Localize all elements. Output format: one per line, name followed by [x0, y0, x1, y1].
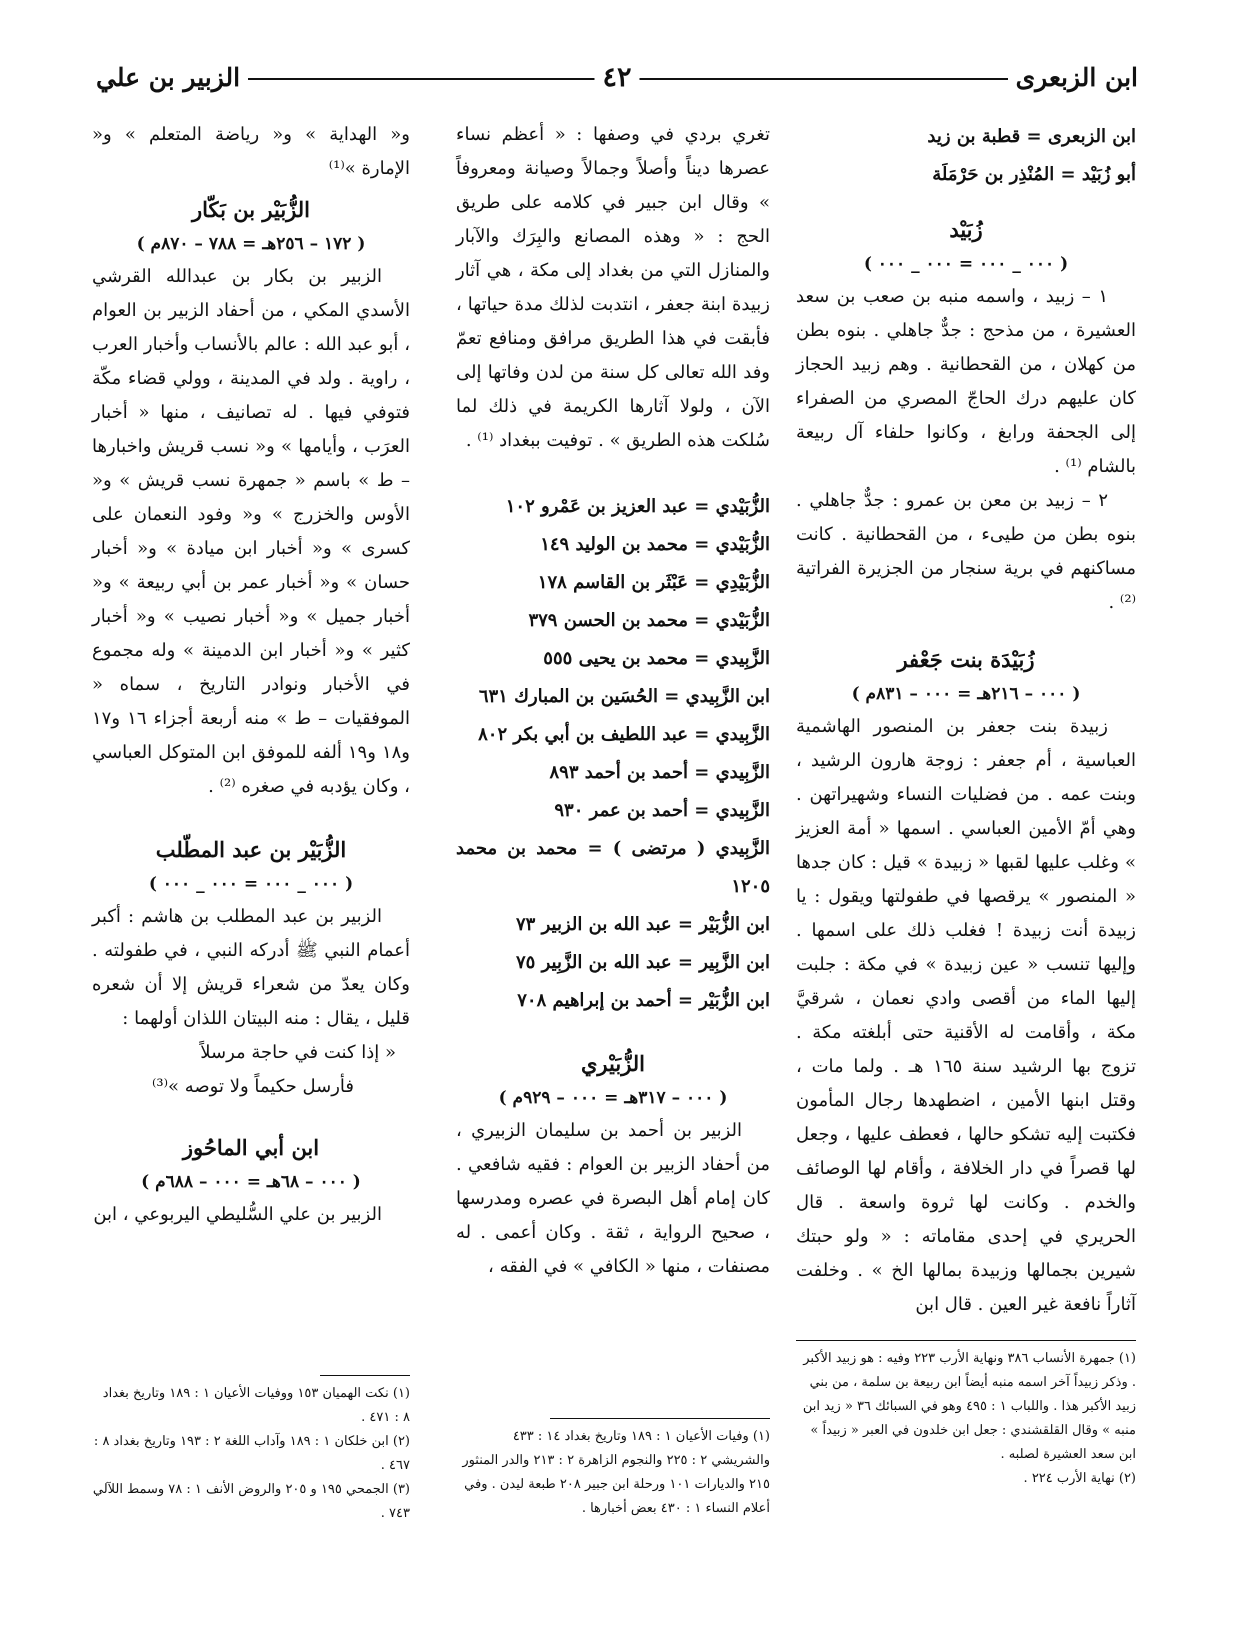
column-left [92, 118, 410, 1232]
cross-reference: الزَّبِيدي ( مرتضى ) = محمد بن محمد ١٢٠٥ [456, 838, 770, 897]
entry-dates: ( ٠٠٠ _ ٠٠٠ = ٠٠٠ _ ٠٠٠ ) [863, 254, 1069, 274]
footnote: (٢) نهاية الأرب ٢٢٤ . [1023, 1471, 1136, 1486]
footnote: (١) جمهرة الأنساب ٣٨٦ ونهاية الأرب ٢٢٣ وفيه : هو زبيد الأكبر . وذكر زبيداً آخر اسمه منبه أيضاً ابن ربيعة بن سلمة ، من بني زبيد الأكبر هذا . واللباب ١ : ٤٩٥ وهو في السبائك ٣٦ « زيد ابن منبه » وقال القلقشندي : جعل ابن خلدون في العبر « زبيداً » ابن سعد العشيرة لصلبه . [802, 1351, 1136, 1462]
entry-dates: ( ٠٠٠ _ ٠٠٠ = ٠٠٠ _ ٠٠٠ ) [148, 874, 354, 894]
entry-dates: ( ٠٠٠ – ٢١٦هـ = ٠٠٠ – ٨٣١م ) [851, 684, 1081, 704]
entry-title: الزُّبَيْري [580, 1051, 646, 1076]
footnote: (١) وفيات الأعيان ١ : ١٨٩ وتاريخ بغداد ١٤ : ٤٣٣ والشريشي ٢ : ٢٢٥ والنجوم الزاهرة ٢ : ٢١٣ والدر المنثور ٢١٥ والديارات ١٠١ ورحلة ابن جبير ٢٠٨ طبعة ليدن . وفي أعلام النساء ١ : ٤٣٠ بعض أخبارها . [462, 1429, 770, 1516]
column-right [796, 118, 1136, 1322]
cross-reference: الزَّبِيدي = أحمد بن عمر ٩٣٠ [554, 800, 770, 821]
column-middle [456, 118, 770, 1284]
verse-line: « إذا كنت في حاجة مرسلاً [200, 1042, 396, 1063]
cross-reference: ابن الزَّبِير = عبد الله بن الزَّبِير ٧٥ [515, 952, 770, 973]
entry-paragraph: الزبير بن أحمد بن سليمان الزبيري ، من أحفاد الزبير بن العوام : فقيه شافعي . كان إمام أهل البصرة في عصره ومدرسها ، صحيح الرواية ، ثقة . وكان أعمى . له مصنفات ، منها « الكافي » في الفقه ، [456, 1120, 770, 1277]
cross-reference: أبو زُبَيْد = المُنْذِر بن حَرْمَلَة [932, 164, 1136, 185]
entry-dates: ( ٠٠٠ – ٣١٧هـ = ٠٠٠ – ٩٢٩م ) [498, 1088, 728, 1108]
entry-paragraph: الزبير بن بكار بن عبدالله القرشي الأسدي المكي ، من أحفاد الزبير بن العوام ، أبو عبد الله : عالم بالأنساب وأخبار العرب ، راوية . ولد في المدينة ، وولي قضاء مكّة فتوفي فيها . له تصانيف ، منها « أخبار العرَب ، وأيامها » و« نسب قريش واخبارها – ط » باسم « جمهرة نسب قريش » و« الأوس والخزرج » و« وفود النعمان على كسرى » و« أخبار ابن ميادة » و« أخبار حسان » و« أخبار عمر بن أبي ربيعة » و« أخبار جميل » و« أخبار نصيب » و« أخبار كثير » و« أخبار ابن الدمينة » وله مجموع في الأخبار ونوادر التاريخ ، سماه « الموفقيات – ط » منه أربعة أجزاء ١٦ و١٧ و١٨ و١٩ ألفه للموفق ابن المتوكل العباسي ، وكان يؤدبه في صغره ⁽²⁾ . [92, 266, 410, 797]
header-entry-start: ابن الزبعرى [1008, 58, 1146, 98]
entry-title: زُبَيْد [949, 217, 983, 242]
entry-paragraph: ٢ – زبيد بن معن بن عمرو : جدٌّ جاهلي . بنوه بطن من طيىء ، من القحطانية . كانت مساكنهم في برية سنجار من الجزيرة الفراتية ⁽²⁾ . [796, 490, 1136, 613]
footnotes-middle [456, 1418, 770, 1521]
footnote: (٣) الجمحي ١٩٥ و ٢٠٥ والروض الأنف ١ : ٧٨ وسمط اللآلي ٧٤٣ . [92, 1482, 410, 1521]
footnote: (١) نكت الهميان ١٥٣ ووفيات الأعيان ١ : ١٨٩ وتاريخ بغداد ٨ : ٤٧١ . [102, 1386, 410, 1425]
footnotes-left [92, 1375, 410, 1526]
verse-line: فأرسل حكيماً ولا توصه »⁽³⁾ [151, 1076, 354, 1097]
cross-reference: ابن الزبعرى = قطبة بن زيد [927, 126, 1136, 147]
cross-reference: ابن الزُّبَيْر = أحمد بن إبراهيم ٧٠٨ [517, 990, 770, 1011]
entry-paragraph: ١ – زبيد ، واسمه منبه بن صعب بن سعد العشيرة ، من مذحج : جدٌّ جاهلي . بنوه بطن من كهلان ، من القحطانية . وهم زبيد الحجاز كان عليهم درك الحاجّ المصري من الصفراء إلى الجحفة ورابغ ، وكانوا حلفاء آل ربيعة بالشام ⁽¹⁾ . [796, 286, 1136, 477]
footnotes-right [796, 1340, 1136, 1491]
header-entry-end: الزبير بن علي [88, 58, 248, 98]
cross-reference: الزَّبِيدي = عبد اللطيف بن أبي بكر ٨٠٢ [478, 724, 770, 745]
footnote-rule [796, 1340, 1136, 1341]
entry-paragraph: الزبير بن عبد المطلب بن هاشم : أكبر أعمام النبي ﷺ أدركه النبي ، في طفولته . وكان يعدّ من شعراء قريش إلا أن شعره قليل ، يقال : منه البيتان اللذان أولهما : [92, 906, 410, 1029]
cross-reference: الزُّبَيْدي = محمد بن الحسن ٣٧٩ [528, 610, 770, 631]
entry-continuation: و« الهداية » و« رياضة المتعلم » و« الإمارة »⁽¹⁾ [92, 124, 410, 179]
page-number: ٤٢ [594, 58, 639, 98]
cross-reference: الزَّبِيدي = أحمد بن أحمد ٨٩٣ [549, 762, 770, 783]
entry-dates: ( ٠٠٠ – ٦٨هـ = ٠٠٠ – ٦٨٨م ) [141, 1172, 361, 1192]
entry-paragraph: الزبير بن علي السُّليطي اليربوعي ، ابن [93, 1204, 382, 1225]
entry-paragraph: تغري بردي في وصفها : « أعظم نساء عصرها ديناً وأصلاً وجمالاً وصيانة ومعروفاً » وقال ابن جبير في كلامه على طريق الحج : « وهذه المصانع والبِرَك والآبار والمنازل التي من بغداد إلى مكة ، هي آثار زبيدة ابنة جعفر ، انتدبت لذلك مدة حياتها ، فأبقت في هذا الطريق مرافق ومنافع تعمّ وفد الله تعالى كل سنة من لدن وفاتها إلى الآن ، ولولا آثارها الكريمة في ذلك لما سُلكت هذه الطريق » . توفيت ببغداد ⁽¹⁾ . [456, 124, 770, 451]
running-header [88, 58, 1146, 98]
cross-reference: الزُّبَيْدي = عبد العزيز بن عَمْرو ١٠٢ [505, 496, 770, 517]
entry-paragraph: زبيدة بنت جعفر بن المنصور الهاشمية العباسية ، أم جعفر : زوجة هارون الرشيد ، وبنت عمه . من فضليات النساء وشهيراتهن . وهي أمّ الأمين العباسي . اسمها « أمة العزيز » وغلب عليها لقبها « زبيدة » قيل : كان جدها « المنصور » يرقصها في طفولتها ويقول : يا زبيدة أنت زبيدة ! فغلب ذلك على اسمها . وإليها تنسب « عين زبيدة » في مكة : جلبت إليها الماء من أقصى وادي نعمان ، شرقيَّ مكة ، وأقامت له الأقنية حتى أبلغته مكة . تزوج بها الرشيد سنة ١٦٥ هـ . ولما مات ، وقتل ابنها الأمين ، اضطهدها رجال المأمون فكتبت إليه تشكو حالها ، فعطف عليها ، وجعل لها قصراً في دار الخلافة ، وأقام لها الوصائف والخدم . وكانت لها ثروة واسعة . قال الحريري في إحدى مقاماته : « ولو حبتك شيرين بجمالها وزبيدة بمالها الخ » . وخلفت آثاراً نافعة غير العين . قال ابن [796, 716, 1136, 1315]
entry-dates: ( ١٧٢ – ٢٥٦هـ = ٧٨٨ – ٨٧٠م ) [136, 234, 366, 254]
entry-title: ابن أبي الماحُوز [182, 1135, 320, 1160]
entry-title: الزُّبَيْر بن عبد المطّلب [155, 837, 347, 862]
footnote: (٢) ابن خلكان ١ : ١٨٩ وآداب اللغة ٢ : ١٩٣ وتاريخ بغداد ٨ : ٤٦٧ . [93, 1434, 410, 1473]
footnote-rule [320, 1375, 410, 1376]
cross-reference: ابن الزُّبَيْر = عبد الله بن الزبير ٧٣ [515, 914, 770, 935]
cross-reference: ابن الزَّبِيدي = الحُسَين بن المبارك ٦٣١ [478, 686, 770, 707]
entry-title: الزُّبَيْر بن بَكّار [191, 197, 311, 222]
footnote-rule [550, 1418, 770, 1419]
cross-reference-list [456, 488, 770, 1020]
cross-reference: الزُّبَيْدي = محمد بن الوليد ١٤٩ [540, 534, 770, 555]
cross-reference: الزَّبِيدي = محمد بن يحيى ٥٥٥ [543, 648, 770, 669]
entry-title: زُبَيْدَة بنت جَعْفر [897, 647, 1035, 672]
cross-reference: الزُّبَيْدِي = عَبْثَر بن القاسم ١٧٨ [537, 572, 770, 593]
